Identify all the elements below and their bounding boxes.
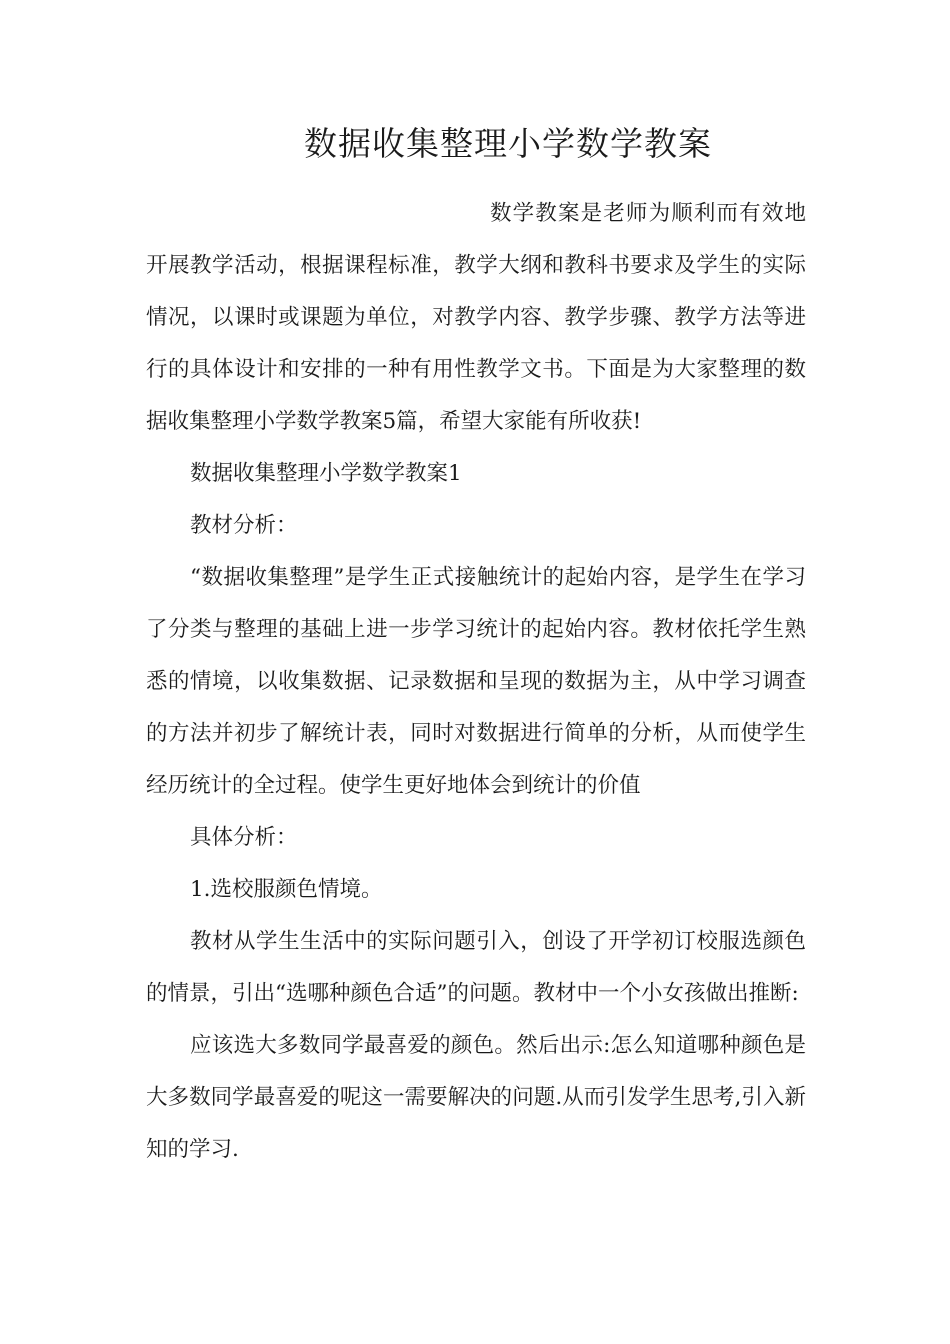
- document-body: [146, 188, 806, 1176]
- list-item-uniform-color: 1.选校服颜色情境。: [190, 877, 383, 902]
- subheading-specific-analysis: 具体分析：: [190, 825, 298, 850]
- uniform-scenario-paragraph: 教材从学生生活中的实际问题引入，创设了开学初订校服选颜色的情景，引出“选哪种颜色合适”的问题。教材中一个小女孩做出推断:: [146, 929, 806, 1006]
- section-heading: 数据收集整理小学数学教案1: [190, 461, 462, 486]
- document-title: 数据收集整理小学数学教案: [304, 124, 712, 163]
- textbook-analysis-paragraph: “数据收集整理”是学生正式接触统计的起始内容，是学生在学习了分类与整理的基础上进一步学习统计的起始内容。教材依托学生熟悉的情境，以收集数据、记录数据和呈现的数据为主，从中学习调查的方法并初步了解统计表，同时对数据进行简单的分析，从而使学生经历统计的全过程。使学生更好地体会到统计的价值: [146, 565, 806, 798]
- subheading-textbook-analysis: 教材分析：: [190, 513, 298, 538]
- inference-paragraph: 应该选大多数同学最喜爱的颜色。然后出示:怎么知道哪种颜色是大多数同学最喜爱的呢这一需要解决的问题.从而引发学生思考,引入新知的学习.: [146, 1033, 806, 1162]
- intro-paragraph: 数学教案是老师为顺利而有效地开展教学活动，根据课程标准，教学大纲和教科书要求及学生的实际情况，以课时或课题为单位，对教学内容、教学步骤、教学方法等进行的具体设计和安排的一种有用性教学文书。下面是为大家整理的数据收集整理小学数学教案5篇，希望大家能有所收获!: [146, 201, 806, 434]
